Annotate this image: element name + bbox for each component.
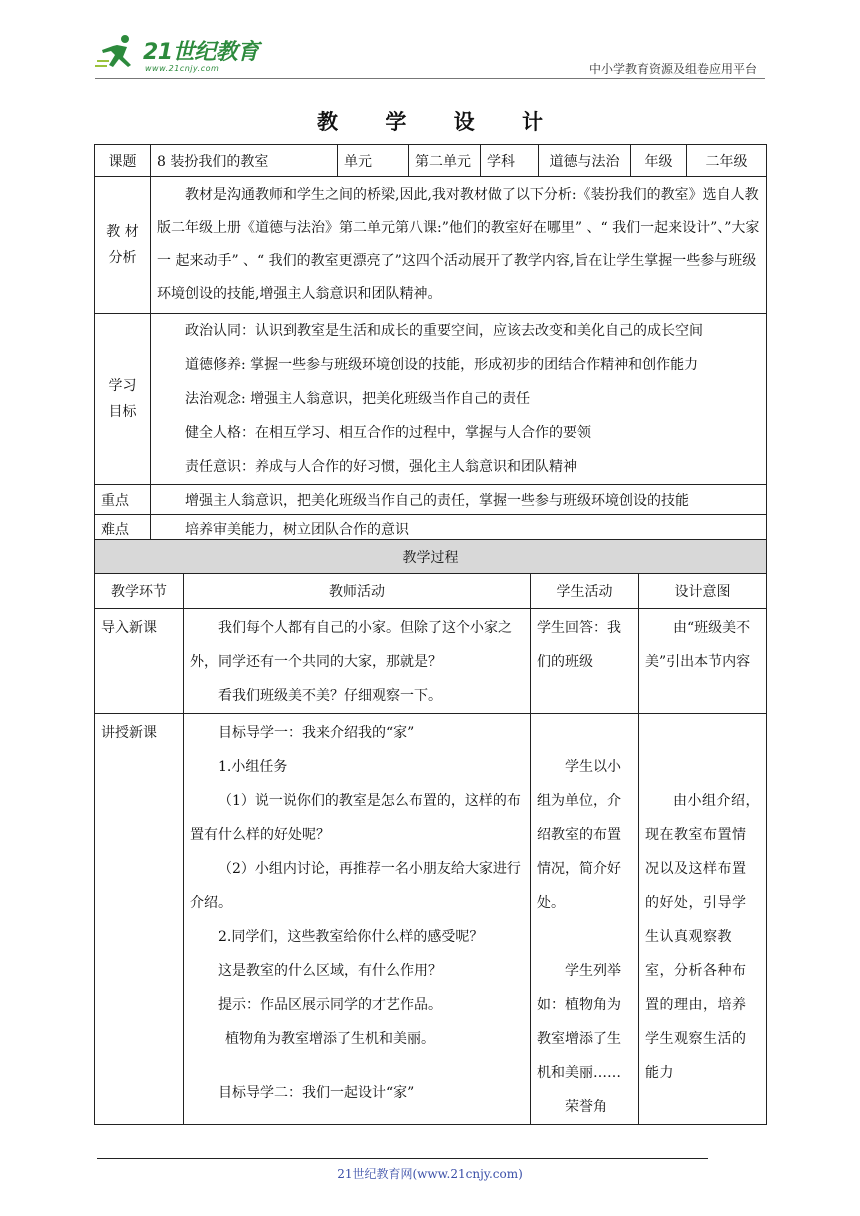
- intro-stage: [95, 609, 184, 714]
- column-header-stage: 教学环节: [95, 574, 184, 609]
- logo-text: 21世纪教育: [143, 40, 259, 65]
- student-activity: 学生回答：我们的班级: [537, 620, 621, 670]
- goals-label-line2: 目标: [108, 404, 137, 420]
- teacher-paragraph: （1）说一说你们的教室是怎么布置的，这样的布置有什么样的好处呢？: [190, 793, 521, 843]
- spacer: [537, 920, 632, 954]
- lesson-info-table: [94, 144, 767, 543]
- teacher-paragraph: 目标导学二：我们一起设计“家”: [218, 1085, 415, 1101]
- teacher-paragraph: 目标导学一：我来介绍我的“家”: [218, 725, 415, 741]
- analysis-label: [95, 177, 151, 314]
- goal-item: 政治认同：认识到教室是生活和成长的重要空间，应该去改变和美化自己的成长空间: [185, 323, 703, 339]
- grade-value: 二年级: [687, 145, 767, 177]
- lecture-teacher: [184, 714, 531, 1125]
- column-header-intent: 设计意图: [639, 574, 767, 609]
- goal-item: 健全人格：在相互学习、相互合作的过程中，掌握与人合作的要领: [185, 425, 591, 441]
- document-title: 教 学 设 计: [317, 109, 563, 134]
- intent-text: 由“班级美不美”引出本节内容: [645, 620, 751, 670]
- teacher-paragraph: 我们每个人都有自己的小家。但除了这个小家之外，同学还有一个共同的大家，那就是？: [190, 620, 512, 670]
- student-activity: 学生列举如：植物角为教室增添了生机和美丽……: [537, 963, 621, 1081]
- teacher-paragraph: 看我们班级美不美？仔细观察一下。: [218, 688, 442, 704]
- header-divider: [95, 78, 765, 79]
- column-header-teacher: 教师活动: [184, 574, 531, 609]
- difficulty-label: 难点: [95, 515, 151, 543]
- footer-divider: [97, 1158, 708, 1159]
- intro-student: [531, 609, 639, 714]
- spacer: [190, 1056, 524, 1076]
- platform-name: 中小学教育资源及组卷应用平台: [588, 62, 757, 76]
- subject-label: 学科: [481, 145, 539, 177]
- goals-list: [151, 314, 767, 485]
- unit-value: 第二单元: [409, 145, 481, 177]
- intro-intent: [639, 609, 767, 714]
- process-title: 教学过程: [95, 540, 767, 574]
- goals-label-line1: 学习: [108, 378, 137, 394]
- intro-teacher: [184, 609, 531, 714]
- teacher-paragraph: 提示：作品区展示同学的才艺作品。: [218, 997, 442, 1013]
- teacher-paragraph: 2.同学们，这些教室给你什么样的感受呢？: [218, 929, 484, 945]
- lecture-stage: [95, 714, 184, 1125]
- intent-text: 由小组介绍，现在教室布置情况以及这样布置的好处，引导学生认真观察教室，分析各种布置的理由，培养学生观察生活的能力: [645, 793, 760, 1081]
- goals-label: [95, 314, 151, 485]
- teacher-paragraph: 1.小组任务: [218, 759, 288, 775]
- goal-item: 道德修养: 掌握一些参与班级环境创设的技能，形成初步的团结合作精神和创作能力: [185, 357, 699, 373]
- brand-logo: [95, 33, 260, 78]
- analysis-text: 教材是沟通教师和学生之间的桥梁,因此,我对教材做了以下分析:《装扮我们的教室》选自人教版二年级上册《道德与法治》第二单元第八课:”他们的教室好在哪里” 、“ 我们一起来设计”、”大家一 起来动手” 、“ 我们的教室更漂亮了”这四个活动展开了教学内容,旨在让学生掌握一些参与班级环境创设的技能,增强主人翁意识和团队精神。: [157, 187, 760, 302]
- runner-logo-icon: [95, 33, 141, 73]
- intro-stage-label: 导入新课: [101, 620, 157, 636]
- course-label: 课题: [95, 145, 151, 177]
- lecture-intent: [639, 714, 767, 1125]
- lecture-student: [531, 714, 639, 1125]
- key-point-label: 重点: [95, 485, 151, 515]
- analysis-text-cell: [151, 177, 767, 314]
- goal-item: 责任意识：养成与人合作的好习惯，强化主人翁意识和团队精神: [185, 459, 577, 475]
- logo-url: www.21cnjy.com: [145, 64, 220, 73]
- student-activity: 学生以小组为单位，介绍教室的布置情况，简介好处。: [537, 759, 621, 911]
- teacher-paragraph: 植物角为教室增添了生机和美丽。: [225, 1031, 435, 1047]
- difficulty-text: 培养审美能力，树立团队合作的意识: [151, 515, 767, 543]
- analysis-label-line1: 教 材: [106, 224, 139, 240]
- subject-value: 道德与法治: [539, 145, 631, 177]
- goal-item: 法治观念: 增强主人翁意识，把美化班级当作自己的责任: [185, 391, 531, 407]
- teacher-paragraph: 这是教室的什么区域，有什么作用？: [218, 963, 442, 979]
- teaching-process-table: [94, 539, 767, 1125]
- analysis-label-line2: 分析: [108, 250, 137, 266]
- teacher-paragraph: （2）小组内讨论，再推荐一名小朋友给大家进行介绍。: [190, 861, 521, 911]
- grade-label: 年级: [631, 145, 687, 177]
- lecture-stage-label: 讲授新课: [101, 725, 157, 741]
- unit-label: 单元: [338, 145, 409, 177]
- course-value: 8 装扮我们的教室: [151, 145, 338, 177]
- student-activity: 荣誉角: [565, 1099, 607, 1115]
- column-header-student: 学生活动: [531, 574, 639, 609]
- footer-text: 21世纪教育网(www.21cnjy.com): [337, 1167, 523, 1181]
- key-point-text: 增强主人翁意识，把美化班级当作自己的责任，掌握一些参与班级环境创设的技能: [151, 485, 767, 515]
